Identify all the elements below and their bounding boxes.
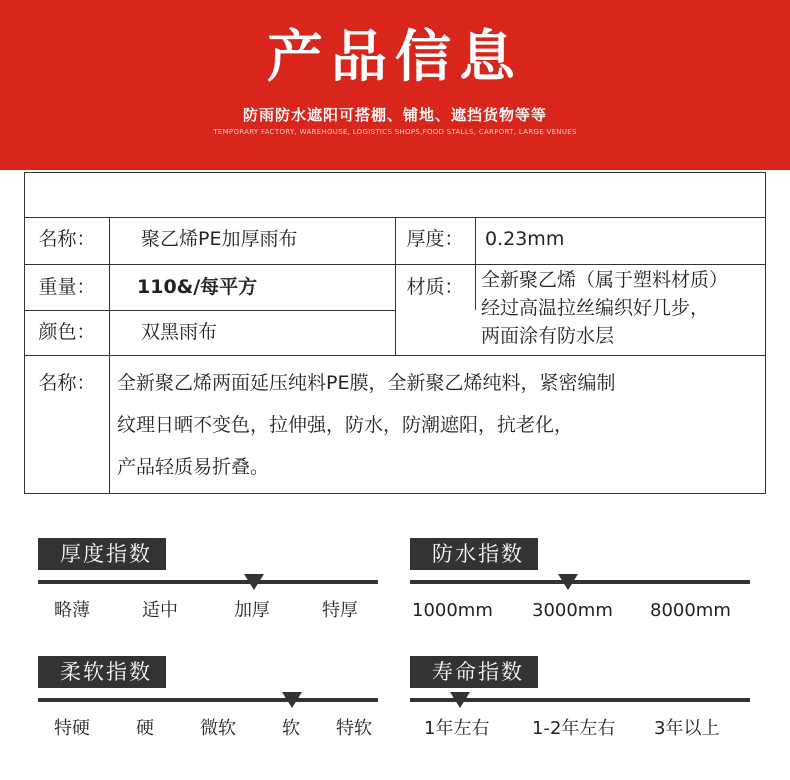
thickness-index-bar	[38, 580, 378, 584]
page-title: 产品信息	[267, 25, 523, 90]
waterproof-option: 8000mm	[650, 600, 731, 621]
softness-option: 微软	[200, 718, 236, 739]
description-label: 名称：	[38, 372, 96, 394]
weight-label: 重量：	[38, 276, 96, 298]
waterproof-index	[410, 538, 750, 638]
thickness-option: 特厚	[322, 600, 358, 621]
color-value: 双黑雨布	[141, 321, 218, 343]
banner-subtitle: 防雨防水遮阳可搭棚、铺地、遮挡货物等等	[242, 106, 547, 124]
thickness-index	[38, 538, 378, 638]
softness-index-bar	[38, 698, 378, 702]
thickness-index-title: 厚度指数	[38, 538, 166, 570]
material-label: 材质：	[406, 276, 464, 298]
softness-option: 硬	[136, 718, 154, 739]
description-line: 产品轻质易折叠。	[117, 456, 270, 478]
softness-index-marker	[282, 692, 302, 708]
name-label: 名称：	[38, 228, 96, 250]
description-line: 纹理日晒不变色，拉伸强，防水，防潮遮阳，抗老化，	[117, 414, 574, 436]
col-divider	[475, 217, 476, 264]
name-value: 聚乙烯PE加厚雨布	[141, 228, 298, 250]
softness-option: 特软	[336, 718, 372, 739]
thickness-option: 适中	[142, 600, 178, 621]
color-label: 颜色：	[38, 321, 96, 343]
description-value	[117, 368, 615, 482]
lifespan-option: 3年以上	[654, 718, 720, 739]
waterproof-option: 3000mm	[532, 600, 613, 621]
lifespan-option: 1-2年左右	[532, 718, 616, 739]
lifespan-index	[410, 656, 750, 756]
lifespan-option: 1年左右	[424, 718, 490, 739]
waterproof-index-bar	[410, 580, 750, 584]
row-divider	[25, 310, 395, 311]
softness-option: 软	[282, 718, 300, 739]
thickness-label: 厚度：	[406, 228, 464, 250]
thickness-option: 略薄	[54, 600, 90, 621]
waterproof-option: 1000mm	[412, 600, 493, 621]
thickness-value: 0.23mm	[485, 228, 565, 250]
col-divider	[109, 217, 110, 493]
material-line: 两面涂有防水层	[481, 325, 615, 347]
lifespan-index-title: 寿命指数	[410, 656, 538, 688]
softness-option: 特硬	[54, 718, 90, 739]
header-banner	[0, 0, 790, 170]
col-divider	[475, 264, 476, 310]
thickness-index-marker	[244, 574, 264, 590]
row-divider	[25, 355, 765, 356]
material-value	[481, 266, 728, 350]
softness-index-title: 柔软指数	[38, 656, 166, 688]
weight-value: 110&/每平方	[137, 276, 258, 298]
description-line: 全新聚乙烯两面延压纯料PE膜，全新聚乙烯纯料，紧密编制	[117, 372, 616, 394]
thickness-option: 加厚	[234, 600, 270, 621]
banner-subtitle-english: TEMPORARY FACTORY, WAREHOUSE, LOGISTICS SHOPS,FOOD STALLS, CARPORT, LARGE VENUES	[213, 128, 577, 136]
softness-index	[38, 656, 378, 756]
lifespan-index-marker	[450, 692, 470, 708]
waterproof-index-title: 防水指数	[410, 538, 538, 570]
waterproof-index-marker	[558, 574, 578, 590]
material-line: 全新聚乙烯（属于塑料材质）	[481, 269, 729, 291]
spec-table	[24, 172, 766, 494]
material-line: 经过高温拉丝编织好几步，	[481, 297, 710, 319]
